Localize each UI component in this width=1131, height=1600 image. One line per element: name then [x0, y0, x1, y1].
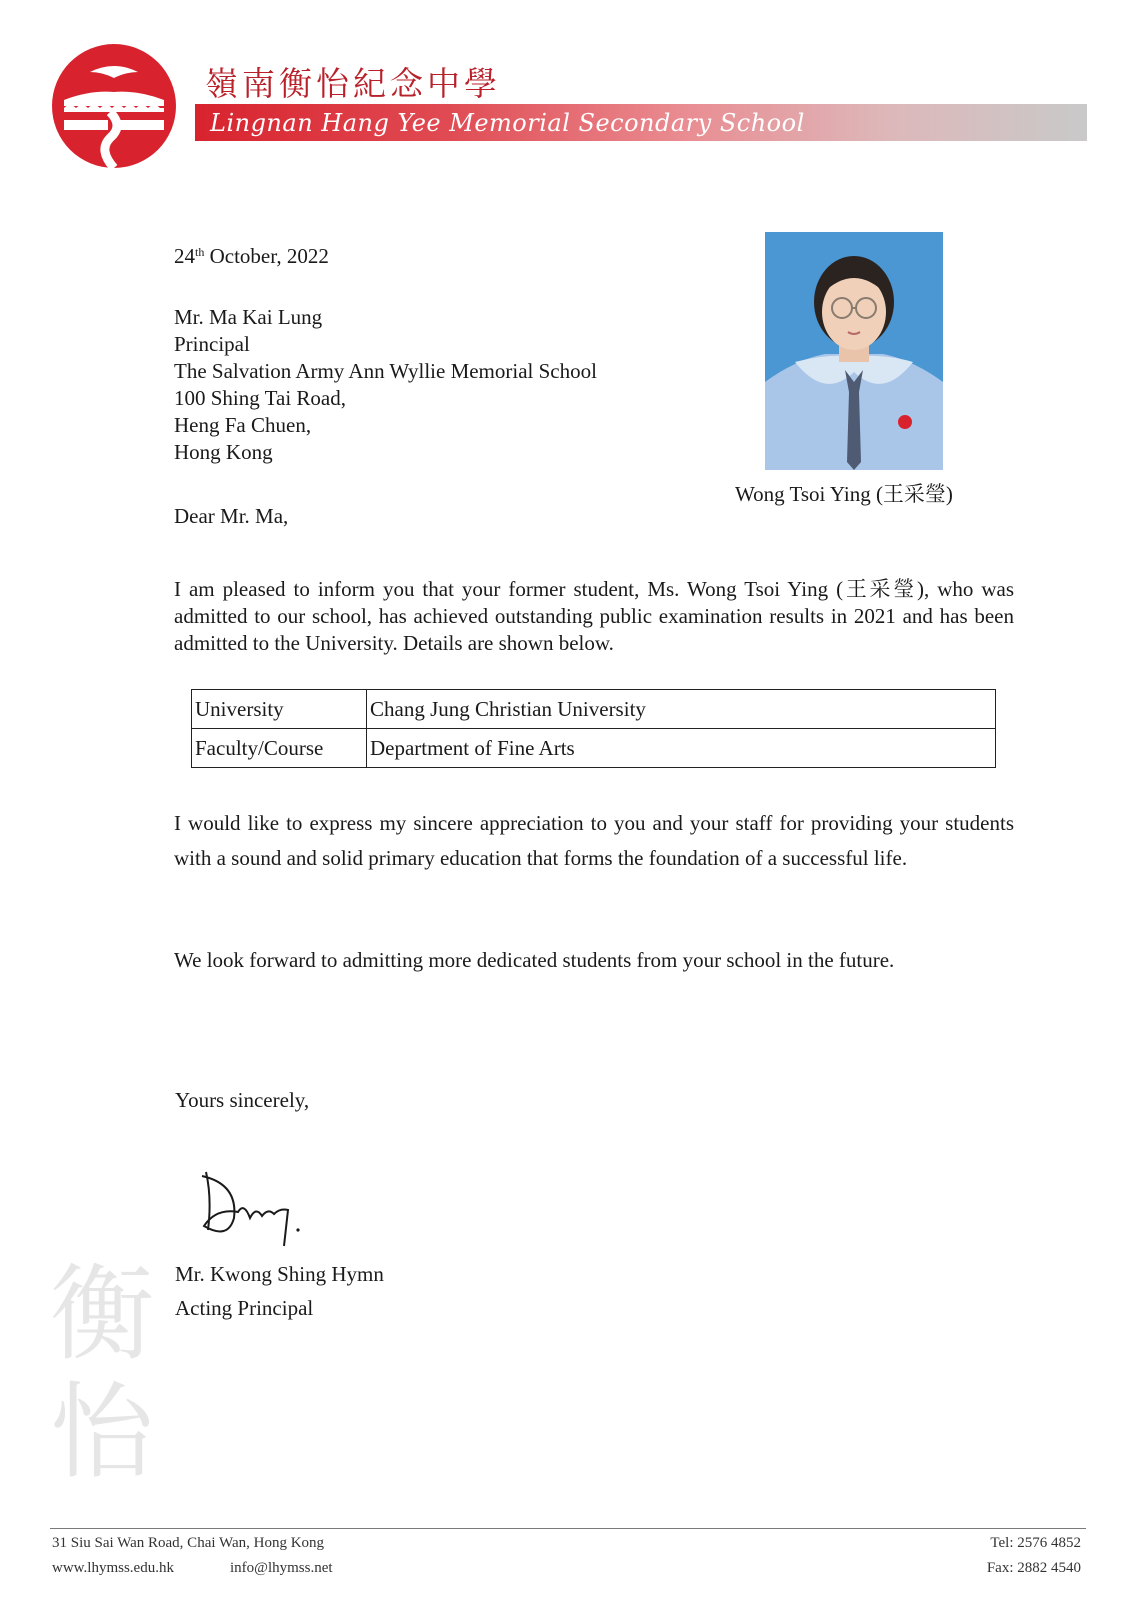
table-label-cell: Faculty/Course — [192, 729, 367, 768]
recipient-line: 100 Shing Tai Road, — [174, 386, 346, 410]
school-name-chinese: 嶺南衡怡紀念中學 — [205, 64, 501, 103]
admission-details-table — [191, 689, 996, 768]
date-rest: October, 2022 — [204, 244, 329, 268]
photo-caption: Wong Tsoi Ying (王采瑩) — [735, 482, 953, 506]
student-photo — [765, 232, 943, 470]
body-paragraph-3: We look forward to admitting more dedicated students from your school in the future. — [174, 948, 895, 972]
signer-title: Acting Principal — [175, 1296, 314, 1320]
date-day: 24 — [174, 244, 195, 268]
school-name-english: Lingnan Hang Yee Memorial Secondary School — [210, 109, 805, 137]
date-suffix: th — [195, 245, 205, 259]
recipient-line: The Salvation Army Ann Wyllie Memorial School — [174, 359, 597, 383]
watermark: 衡 怡 — [50, 1253, 155, 1493]
signer-name: Mr. Kwong Shing Hymn — [175, 1262, 384, 1286]
body-paragraph-2: I would like to express my sincere appreciation to you and your staff for providing your students with a sound and solid primary education that forms the foundation of a successful life. — [174, 811, 1014, 870]
table-row — [192, 690, 996, 729]
footer-address: 31 Siu Sai Wan Road, Chai Wan, Hong Kong — [52, 1535, 325, 1551]
table-value-cell: Department of Fine Arts — [367, 729, 996, 768]
table-value-cell: Chang Jung Christian University — [367, 690, 996, 729]
recipient-line: Principal — [174, 332, 250, 356]
recipient-line: Heng Fa Chuen, — [174, 413, 312, 437]
school-logo — [50, 42, 178, 170]
closing: Yours sincerely, — [175, 1088, 310, 1112]
footer-telephone: Tel: 2576 4852 — [990, 1535, 1081, 1551]
table-label-cell: University — [192, 690, 367, 729]
footer-divider — [50, 1528, 1086, 1529]
recipient-line: Mr. Ma Kai Lung — [174, 305, 323, 329]
footer-website-link[interactable]: www.lhymss.edu.hk — [52, 1560, 174, 1576]
footer-fax: Fax: 2882 4540 — [986, 1560, 1081, 1576]
recipient-line: Hong Kong — [174, 440, 273, 464]
table-row — [192, 729, 996, 768]
signature — [198, 1168, 308, 1252]
recipient-address — [174, 304, 597, 466]
body-paragraph-1: I am pleased to inform you that your former student, Ms. Wong Tsoi Ying (王采瑩), who was admitted to our school, has achieved outstanding public examination results in 2021 and has been admitted to the University. Details are shown below. — [174, 577, 1014, 655]
footer-email-link[interactable]: info@lhymss.net — [230, 1560, 333, 1576]
letter-date — [174, 243, 329, 270]
salutation: Dear Mr. Ma, — [174, 504, 289, 528]
